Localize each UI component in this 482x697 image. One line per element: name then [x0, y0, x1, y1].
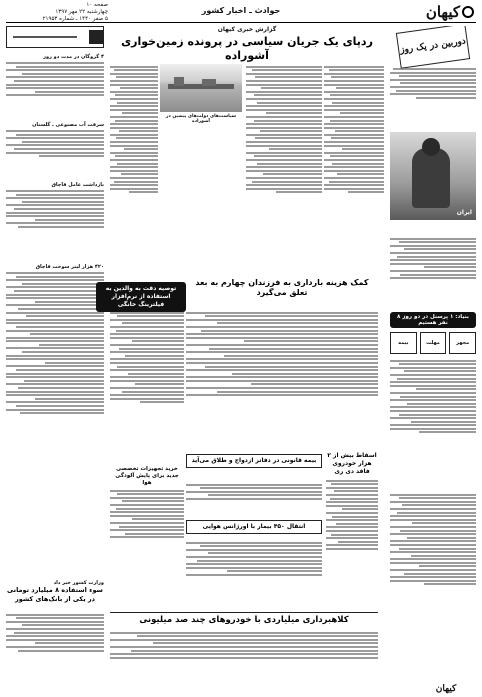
- story-bank-kicker: وزارت کشور خبر داد: [53, 580, 104, 586]
- story-charity-headline: کمک هزینه بارداری به فرزندان چهارم به بعد تعلق می‌گیرد: [195, 278, 369, 297]
- daily-camera-badge: [396, 26, 470, 69]
- ashurade-photo-caption: سیاست‌های دولت‌های پیشین در آشوراده: [165, 114, 237, 124]
- note-labels: [390, 332, 476, 354]
- left-accident-title: بازداشت عامل قاچاق: [51, 182, 104, 188]
- story-ads-headline: توصیه دقت به والدین به استفاده از نرم‌افزار فیلترینگ خانگی: [96, 282, 186, 312]
- right-column-middle: [390, 236, 476, 486]
- left-column-header-box: [6, 26, 104, 48]
- story-traffic-text: [186, 540, 322, 606]
- story-bottom-head: [110, 612, 378, 626]
- main-story-head: [110, 26, 384, 63]
- right-column-top: [390, 26, 476, 231]
- newspaper-name: کیهان: [425, 3, 460, 21]
- foundation-box-title: بنیاد: ۱ پرسنل در دو روز ۸ نفر هستیم: [390, 312, 476, 328]
- main-story-col-3: [110, 64, 158, 274]
- issue-number: ۵ صفر ۱۴۴۰ ـ شماره ۲۱۹۵۳: [42, 16, 108, 22]
- note-label-3: بیمه: [390, 332, 417, 354]
- page-number: صفحه ۱۰: [86, 2, 108, 8]
- story-expert-text: [110, 488, 184, 578]
- header-rule: [6, 22, 476, 23]
- story-charity-text: [186, 310, 378, 450]
- story-bank-headline: سوء استفاده ۸ میلیارد تومانی در یکی از بانک‌های کشور: [7, 586, 103, 603]
- newspaper-logo: [382, 3, 474, 22]
- footer-logo: کیهان: [435, 684, 457, 694]
- story-expert-headline: خرید تجهیزات تخصصی جدید برای پایش آلودگی هوا: [115, 466, 179, 486]
- story-marriage-text: [186, 482, 322, 516]
- section-title: حوادث ـ اخبار کشور: [201, 6, 281, 15]
- left-fire-title: ۴۲۰ هزار لیتر سوخت قاچاق: [35, 264, 104, 270]
- left-crime-title: ۴ گروگان در مدت دو روز: [43, 54, 104, 60]
- story-traffic-box: [186, 520, 322, 534]
- left-kidnap-title: سرقت آب مصنوعی ـ گلستان: [32, 122, 104, 128]
- issue-meta: [8, 2, 108, 23]
- logo-emblem-icon: [462, 6, 474, 18]
- story-car-head: [326, 452, 378, 476]
- right-column-text-block: [390, 68, 476, 128]
- story-bank-text: [6, 612, 104, 684]
- main-story-col-1: [324, 64, 384, 274]
- story-bottom-headline: کلاهبرداری میلیاردی با خودروهای چند صد میلیونی: [139, 615, 349, 625]
- right-column-bottom: [390, 492, 476, 677]
- story-traffic-headline: انتقال ۴۵۰ بیمار با اورژانس هوایی: [202, 523, 306, 530]
- daily-camera-badge-text: دوربین در یک روز: [399, 36, 467, 56]
- left-column-news: [6, 52, 104, 572]
- story-car-text: [326, 478, 378, 608]
- ashurade-photo: [160, 64, 242, 112]
- story-marriage-headline: بیمه قانونی در دفاتر ازدواج و طلاق می‌آید: [191, 457, 317, 464]
- main-story-headline: ردپای یک جریان سیاسی در پرونده زمین‌خواری آشوراده: [121, 35, 373, 62]
- note-label-1: مجهز: [449, 332, 476, 354]
- child-photo: [390, 132, 476, 220]
- story-charity-head: [186, 278, 378, 298]
- left-column-emblem-icon: [89, 30, 103, 44]
- child-photo-label: ایران: [456, 209, 472, 216]
- main-story-kicker: گزارش خبری کیهان: [217, 26, 277, 33]
- story-marriage-box: [186, 454, 322, 468]
- main-story-col-2: [246, 64, 322, 274]
- story-ads-text: [110, 310, 184, 460]
- issue-date: چهارشنبه ۲۲ مهر ۱۳۹۷: [55, 9, 108, 15]
- story-car-headline: اسقاط بیش از ۲ هزار خودروی فاقد دی ری: [327, 452, 377, 475]
- story-bottom-text: [110, 630, 378, 684]
- story-bank-head: [6, 580, 104, 603]
- story-expert-head: [110, 466, 184, 487]
- note-label-2: مهلت: [420, 332, 447, 354]
